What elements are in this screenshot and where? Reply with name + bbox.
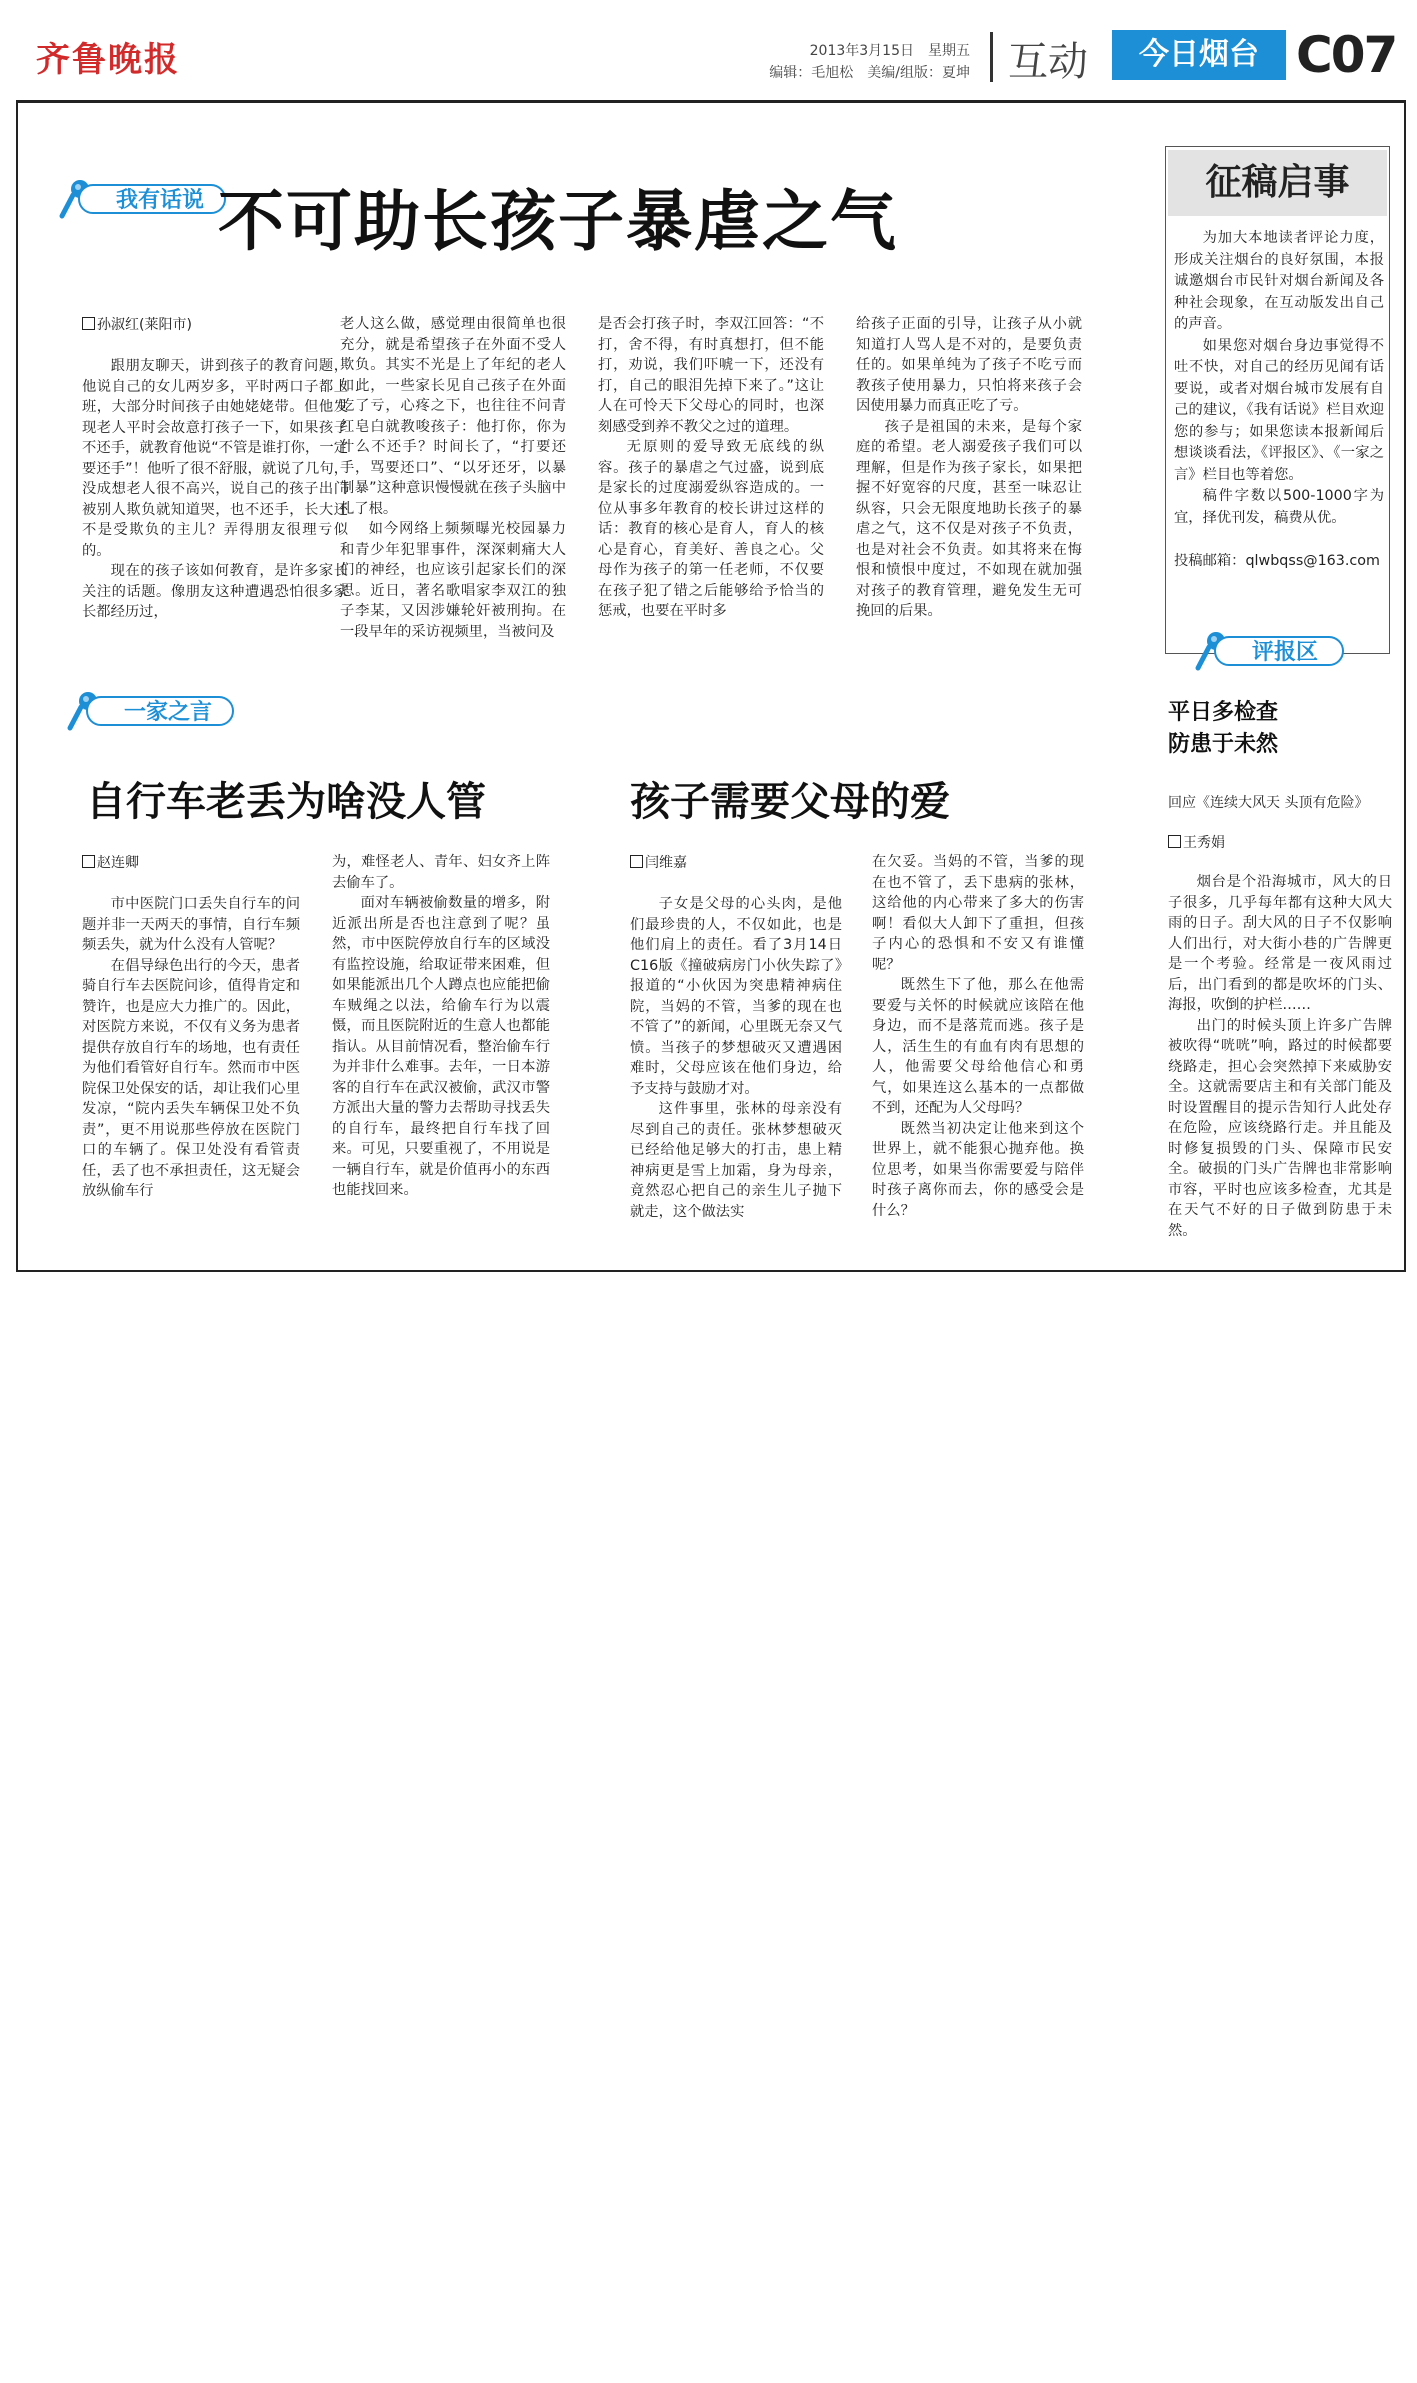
byline-box-icon [82,317,95,330]
byline-box-icon [630,855,643,868]
article2-column-1: 市中医院门口丢失自行车的问题并非一天两天的事情，自行车频频丢失，就为什么没有人管呢？ 在倡导绿色出行的今天，患者骑自行车去医院问诊，值得肯定和赞许，也是应大力推广的。因此，对医院方来说，不仅有义务为患者提供存放自行车的场地，也有责任为他们看管好自行车。然而市中医院保卫处保安的话，却让我们心里发凉，“院内丢失车辆保卫处不负责”，更不用说那些停放在医院门口的车辆了。保卫处没有看管责任，丢了也不承担责任，这无疑会放纵偷车行 [82,896,300,1199]
column-tag-label: 我有话说 [78,184,226,214]
masthead-divider [990,32,993,82]
article1-byline: 孙淑红(莱阳市) [82,314,192,334]
article1-column-1: 跟朋友聊天，讲到孩子的教育问题，他说自己的女儿两岁多，平时两口子都上班，大部分时间孩子由她姥姥带。但他发现老人平时会故意打孩子一下，如果孩子不还手，就教育他说“不管是谁打你，一定要还手”！他听了很不舒服，就说了几句，没成想老人很不高兴，说自己的孩子出门被别人欺负就知道哭，也不还手，长大还不是受欺负的主儿？弄得朋友很理亏似的。 现在的孩子该如何教育，是许多家长关注的话题。像朋友这种遭遇恐怕很多家长都经历过， [82,358,348,620]
byline-box-icon [82,855,95,868]
article1-column-3: 是否会打孩子时，李双江回答：“不打，舍不得，有时真想打，但不能打，劝说，我们吓唬一下，还没有打，自己的眼泪先掉下来了。”这让人在可怜天下父母心的同时，也深刻感受到养不教父之过的道理。 无原则的爱导致无底线的纵容。孩子的暴虐之气过盛，说到底是家长的过度溺爱纵容造成的。一位从事多年教育的校长讲过这样的话：教育的核心是育人，育人的核心是育心，育美好、善良之心。父母作为孩子的第一任老师，不仅要在孩子犯了错之后能够给予恰当的惩戒，也要在平时多 [598,316,824,619]
editor-credits: 编辑：毛旭松 美编/组版：夏坤 [769,65,970,81]
article2-column-2: 为，难怪老人、青年、妇女齐上阵去偷车了。 面对车辆被偷数量的增多，附近派出所是否也注意到了呢？虽然，市中医院停放自行车的区域没有监控设施，给取证带来困难，但如果能派出几个人蹲点也应能把偷车贼绳之以法，给偷车行为以震慑，而且医院附近的生意人也都能指认。从目前情况看，整治偷车行为并非什么难事。去年，一日本游客的自行车在武汉被偷，武汉市警方派出大量的警力去帮助寻找丢失的自行车，最终把自行车找了回来。可见，只要重视了，不用说是一辆自行车，就是价值再小的东西也能找回来。 [332,854,550,1198]
call-for-submissions-title: 征稿启事 [1168,150,1387,216]
article1-column-2: 老人这么做，感觉理由很简单也很充分，就是希望孩子在外面不受人欺负。其实不光是上了年纪的老人如此，一些家长见自己孩子在外面吃了亏，心疼之下，也往往不问青红皂白就教唆孩子：他打你，你为什么不还手？时间长了，“打要还手，骂要还口”、“以牙还牙，以暴制暴”这种意识慢慢就在孩子头脑中扎了根。 如今网络上频频曝光校园暴力和青少年犯罪事件，深深刺痛大人们的神经，也应该引起家长们的深思。近日，著名歌唱家李双江的独子李某，又因涉嫌轮奸被刑拘。在一段早年的采访视频里，当被问及 [340,316,566,640]
column-tag-wo-you-hua-shuo [56,176,236,220]
issue-meta [700,40,970,84]
article3-column-2: 在欠妥。当妈的不管，当爹的现在也不管了，丢下患病的张林，这给他的内心带来了多大的伤害啊！看似大人卸下了重担，但孩子内心的恐惧和不安又有谁懂呢？ 既然生下了他，那么在他需要爱与关怀的时候就应该陪在他身边，而不是落荒而逃。孩子是人，活生生的有血有肉有思想的人，他需要父母给他信心和勇气，如果连这么基本的一点都做不到，还配为人父母吗？ 既然当初决定让他来到这个世界上，就不能狠心抛弃他。换位思考，如果当你需要爱与陪伴时孩子离你而去，你的感受会是什么？ [872,854,1084,1219]
column-tag-yi-jia-zhi-yan [64,688,244,732]
article2-byline: 赵连卿 [82,852,139,872]
call-for-submissions-body: 为加大本地读者评论力度，形成关注烟台的良好氛围，本报诚邀烟台市民针对烟台新闻及各种社会现象，在互动版发出自己的声音。 如果您对烟台身边事觉得不吐不快，对自己的经历见闻有话要说，或者对烟台城市发展有自己的建议，《我有话说》栏目欢迎您的参与；如果您读本报新闻后想谈谈看法，《评报区》、《一家之言》栏目也等着您。 稿件字数以500-1000字为宜，择优刊发，稿费从优。 投稿邮箱：qlwbqss@163.com [1174,228,1384,573]
article1-column-4: 给孩子正面的引导，让孩子从小就知道打人骂人是不对的，是要负责任的。如果单纯为了孩子不吃亏而教孩子使用暴力，只怕将来孩子会因使用暴力而真正吃了亏。 孩子是祖国的未来，是每个家庭的希望。老人溺爱孩子我们可以理解，但是作为孩子家长，如果把握不好宽容的尺度，甚至一味忍让纵容，只会无限度地助长孩子的暴虐之气，这不仅是对孩子不负责，也是对社会不负责。如其将来在悔恨和愤恨中度过，不如现在就加强对孩子的教育管理，避免发生无可挽回的后果。 [856,316,1082,619]
section-name: 互动 [1008,39,1088,85]
byline-box-icon [1168,835,1181,848]
review-reply-to: 回应《连续大风天 头顶有危险》 [1168,795,1369,811]
article1-headline: 不可助长孩子暴虐之气 [218,182,898,260]
column-tag-ping-bao-qu [1192,628,1372,672]
article3-column-1: 子女是父母的心头肉，是他们最珍贵的人，不仅如此，也是他们肩上的责任。看了3月14日C16版《撞破病房门小伙失踪了》报道的“小伙因为突患精神病住院，当妈的不管，当爹的现在也不管了”的新闻，心里既无奈又气愤。当孩子的梦想破灭又遭遇困难时，父母应该在他们身边，给予支持与鼓励才对。 这件事里，张林的母亲没有尽到自己的责任。张林梦想破灭已经给他足够大的打击，患上精神病更是雪上加霜，身为母亲，竟然忍心把自己的亲生儿子抛下就走，这个做法实 [630,896,842,1220]
review-body: 烟台是个沿海城市，风大的日子很多，几乎每年都有这种大风大雨的日子。刮大风的日子不仅影响人们出行，对大街小巷的广告牌更是一个考验。经常是一夜风雨过后，出门看到的都是吹坏的门头、海报，吹倒的护栏…… 出门的时候头顶上许多广告牌被吹得“咣咣”响，路过的时候都要绕路走，担心会突然掉下来威胁安全。这就需要店主和有关部门能及时设置醒目的提示告知行人此处存在危险，应该绕路行走。并且能及时修复损毁的门头、保障市民安全。破损的门头广告牌也非常影响市容，平时也应该多检查，尤其是在天气不好的日子做到防患于未然。 [1168,874,1392,1239]
page-number: C07 [1296,26,1397,84]
column-tag-label: 一家之言 [86,696,234,726]
article3-byline: 闫维嘉 [630,852,687,872]
article3-headline: 孩子需要父母的爱 [630,778,950,825]
article2-headline: 自行车老丢为啥没人管 [86,778,486,825]
submission-email: 投稿邮箱：qlwbqss@163.com [1174,553,1380,569]
issue-date: 2013年3月15日 星期五 [809,43,970,59]
review-byline: 王秀娟 [1168,832,1225,852]
review-headline: 平日多检查 防患于未然 [1168,699,1279,757]
newspaper-logo: 齐鲁晚报 [36,40,180,80]
column-tag-label: 评报区 [1214,636,1344,666]
page-tab: 今日烟台 [1112,30,1286,80]
